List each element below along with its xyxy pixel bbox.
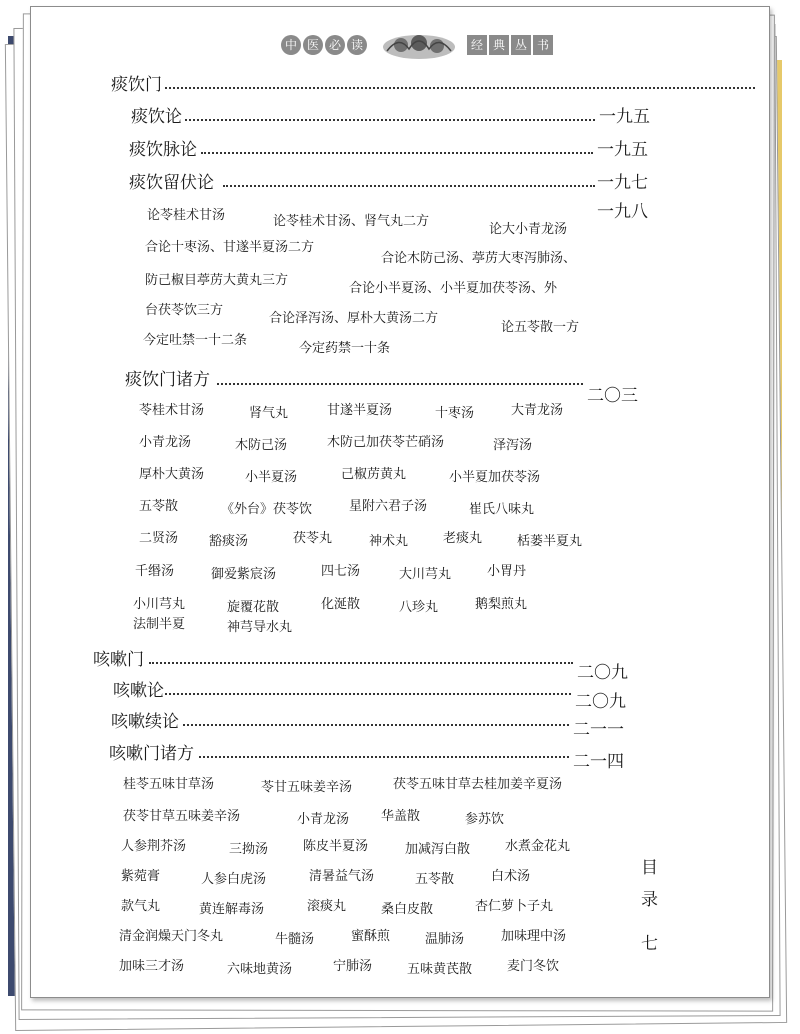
formula-item[interactable]: 桑白皮散 (381, 902, 434, 917)
toc-entry-section[interactable]: 咳嗽门 (93, 650, 144, 670)
formula-item[interactable]: 《外台》茯苓饮 (221, 502, 313, 517)
formula-item[interactable]: 二贤汤 (139, 531, 179, 546)
formula-item[interactable]: 温肺汤 (425, 932, 465, 947)
header-char: 中 (281, 35, 301, 55)
formula-item[interactable]: 千缗汤 (135, 564, 175, 579)
formula-item[interactable]: 神芎导水丸 (227, 620, 293, 635)
formula-item[interactable]: 小川芎丸 (133, 597, 186, 612)
formula-item[interactable]: 牛髓汤 (275, 932, 315, 947)
header-char: 医 (303, 35, 323, 55)
formula-item[interactable]: 桂苓五味甘草汤 (123, 777, 215, 792)
formula-item[interactable]: 泽泻汤 (493, 438, 533, 453)
formula-item[interactable]: 化涎散 (321, 597, 361, 612)
toc-entry-section[interactable]: 痰饮门 (111, 75, 162, 95)
sub-item[interactable]: 合论木防己汤、葶苈大枣泻肺汤、 (381, 251, 577, 266)
formula-item[interactable]: 甘遂半夏汤 (327, 403, 393, 418)
toc-entry[interactable]: 咳嗽续论 (111, 712, 179, 732)
dot-leader (149, 662, 573, 664)
formula-item[interactable]: 加味理中汤 (501, 929, 567, 944)
formula-item[interactable]: 蜜酥煎 (351, 929, 391, 944)
dot-leader (201, 152, 593, 154)
sub-item[interactable]: 论苓桂术甘汤、肾气丸二方 (273, 214, 430, 229)
toc-entry[interactable]: 痰饮门诸方 (125, 370, 210, 390)
page-number: 一九八 (597, 202, 648, 222)
formula-item[interactable]: 小青龙汤 (297, 812, 350, 827)
page-number: 一九五 (599, 107, 650, 127)
formula-item[interactable]: 小半夏汤 (245, 470, 298, 485)
formula-item[interactable]: 三拗汤 (229, 842, 269, 857)
dot-leader (165, 693, 571, 695)
page-number: 一九七 (597, 173, 648, 193)
header-char: 必 (325, 35, 345, 55)
formula-item[interactable]: 大川芎丸 (399, 567, 452, 582)
formula-item[interactable]: 星附六君子汤 (349, 499, 428, 514)
formula-item[interactable]: 五味黄芪散 (407, 962, 473, 977)
formula-item[interactable]: 己椒苈黄丸 (341, 467, 407, 482)
formula-item[interactable]: 大青龙汤 (511, 403, 564, 418)
dot-leader (199, 756, 569, 758)
page-number: 二〇九 (575, 692, 626, 712)
formula-item[interactable]: 清金润燥天门冬丸 (119, 929, 224, 944)
sub-item[interactable]: 论苓桂术甘汤 (147, 208, 226, 223)
formula-item[interactable]: 小半夏加茯苓汤 (449, 470, 541, 485)
page-number: 二一四 (573, 752, 624, 772)
formula-item[interactable]: 崔氏八味丸 (469, 502, 535, 517)
sub-item[interactable]: 论大小青龙汤 (489, 222, 568, 237)
page-header (281, 27, 561, 67)
formula-item[interactable]: 旋覆花散 (227, 600, 280, 615)
formula-item[interactable]: 杏仁萝卜子丸 (475, 899, 554, 914)
formula-item[interactable]: 滚痰丸 (307, 899, 347, 914)
dot-leader (183, 724, 569, 726)
formula-item[interactable]: 加味三才汤 (119, 959, 185, 974)
page-folio: 七 (641, 934, 658, 954)
formula-item[interactable]: 栝蒌半夏丸 (517, 534, 583, 549)
page-number: 一九五 (597, 140, 648, 160)
sub-item[interactable]: 合论十枣汤、甘遂半夏汤二方 (145, 240, 315, 255)
formula-item[interactable]: 黄连解毒汤 (199, 902, 265, 917)
formula-item[interactable]: 木防己加茯苓芒硝汤 (327, 435, 445, 450)
formula-item[interactable]: 款气丸 (121, 899, 161, 914)
formula-item[interactable]: 茯苓甘草五味姜辛汤 (123, 809, 241, 824)
formula-item[interactable]: 五苓散 (415, 872, 455, 887)
toc-entry[interactable]: 痰饮脉论 (129, 140, 197, 160)
sub-item[interactable]: 台茯苓饮三方 (145, 303, 224, 318)
formula-item[interactable]: 法制半夏 (133, 617, 186, 632)
formula-item[interactable]: 厚朴大黄汤 (139, 467, 205, 482)
formula-item[interactable]: 参苏饮 (465, 812, 505, 827)
toc-entry[interactable]: 痰饮留伏论 (129, 173, 214, 193)
toc-page (30, 6, 770, 998)
formula-item[interactable]: 八珍丸 (399, 600, 439, 615)
formula-item[interactable]: 十枣汤 (435, 406, 475, 421)
floral-ornament-icon (379, 29, 459, 63)
formula-item[interactable]: 陈皮半夏汤 (303, 839, 369, 854)
formula-item[interactable]: 白术汤 (491, 869, 531, 884)
sub-item[interactable]: 今定药禁一十条 (299, 341, 391, 356)
side-label-char: 目 (641, 858, 658, 878)
sub-item[interactable]: 合论泽泻汤、厚朴大黄汤二方 (269, 311, 439, 326)
formula-item[interactable]: 紫菀膏 (121, 869, 161, 884)
page-number: 二〇三 (587, 386, 638, 406)
formula-item[interactable]: 五苓散 (139, 499, 179, 514)
formula-item[interactable]: 苓桂术甘汤 (139, 403, 205, 418)
toc-entry[interactable]: 咳嗽论 (113, 681, 164, 701)
formula-item[interactable]: 加减泻白散 (405, 842, 471, 857)
formula-item[interactable]: 宁肺汤 (333, 959, 373, 974)
toc-entry[interactable]: 咳嗽门诸方 (109, 744, 194, 764)
formula-item[interactable]: 御爱紫宸汤 (211, 567, 277, 582)
formula-item[interactable]: 麦门冬饮 (507, 959, 560, 974)
formula-item[interactable]: 小青龙汤 (139, 435, 192, 450)
formula-item[interactable]: 茯苓丸 (293, 531, 333, 546)
header-char: 丛 (511, 35, 531, 55)
header-char: 典 (489, 35, 509, 55)
formula-item[interactable]: 木防己汤 (235, 438, 288, 453)
dot-leader (217, 383, 583, 385)
formula-item[interactable]: 苓甘五味姜辛汤 (261, 780, 353, 795)
formula-item[interactable]: 茯苓五味甘草去桂加姜辛夏汤 (393, 777, 563, 792)
formula-item[interactable]: 肾气丸 (249, 406, 289, 421)
dot-leader (185, 119, 595, 121)
page-number: 二一一 (573, 720, 624, 740)
formula-item[interactable]: 四七汤 (321, 564, 361, 579)
formula-item[interactable]: 小胃丹 (487, 564, 527, 579)
formula-item[interactable]: 豁痰汤 (209, 534, 249, 549)
header-char: 读 (347, 35, 367, 55)
header-char: 书 (533, 35, 553, 55)
formula-item[interactable]: 人参白虎汤 (201, 872, 267, 887)
header-char: 经 (467, 35, 487, 55)
formula-item[interactable]: 水煮金花丸 (505, 839, 571, 854)
sub-item[interactable]: 今定吐禁一十二条 (143, 333, 248, 348)
sub-item[interactable]: 防己椒目葶苈大黄丸三方 (145, 273, 289, 288)
formula-item[interactable]: 神术丸 (369, 534, 409, 549)
sub-item[interactable]: 合论小半夏汤、小半夏加茯苓汤、外 (349, 281, 558, 296)
page-number: 二〇九 (577, 663, 628, 683)
dot-leader (223, 185, 595, 187)
formula-item[interactable]: 老痰丸 (443, 531, 483, 546)
dot-leader (165, 87, 755, 89)
formula-item[interactable]: 六味地黄汤 (227, 962, 293, 977)
formula-item[interactable]: 华盖散 (381, 809, 421, 824)
formula-item[interactable]: 人参荆芥汤 (121, 839, 187, 854)
formula-item[interactable]: 鹅梨煎丸 (475, 597, 528, 612)
toc-entry[interactable]: 痰饮论 (131, 107, 182, 127)
side-label-char: 录 (641, 890, 658, 910)
formula-item[interactable]: 清暑益气汤 (309, 869, 375, 884)
sub-item[interactable]: 论五苓散一方 (501, 320, 580, 335)
